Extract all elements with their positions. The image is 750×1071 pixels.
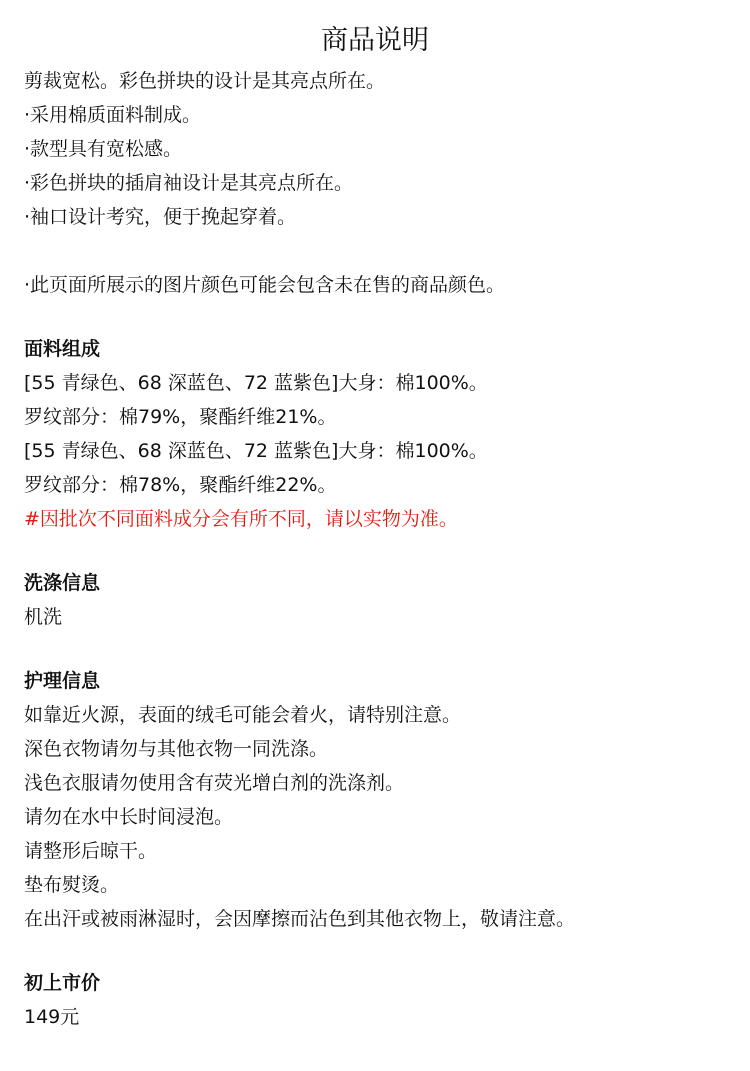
wash-section [24, 566, 726, 634]
intro-line: ·款型具有宽松感。 [24, 138, 183, 160]
spacer [24, 634, 726, 664]
intro-line: ·彩色拼块的插肩袖设计是其亮点所在。 [24, 172, 354, 194]
wash-heading: 洗涤信息 [24, 572, 101, 594]
care-line: 浅色衣服请勿使用含有荧光增白剂的洗涤剂。 [24, 772, 405, 794]
intro-section [24, 64, 726, 302]
care-line: 深色衣物请勿与其他衣物一同洗涤。 [24, 738, 329, 760]
care-line: 垫布熨烫。 [24, 874, 120, 896]
care-heading: 护理信息 [24, 670, 101, 692]
price-section [24, 966, 726, 1034]
care-section [24, 664, 726, 936]
care-line: 请整形后晾干。 [24, 840, 158, 862]
price-value: 149元 [24, 1006, 80, 1028]
care-line: 如靠近火源，表面的绒毛可能会着火，请特别注意。 [24, 704, 462, 726]
color-note: ·此页面所展示的图片颜色可能会包含未在售的商品颜色。 [24, 274, 506, 296]
fabric-line: [55 青绿色、68 深蓝色、72 蓝紫色]大身：棉100%。 [24, 372, 488, 394]
fabric-line: 罗纹部分：棉79%，聚酯纤维21%。 [24, 406, 337, 428]
wash-line: 机洗 [24, 606, 63, 628]
spacer [24, 302, 726, 332]
fabric-warning: #因批次不同面料成分会有所不同，请以实物为准。 [24, 508, 458, 530]
fabric-line: 罗纹部分：棉78%，聚酯纤维22%。 [24, 474, 337, 496]
fabric-heading: 面料组成 [24, 338, 101, 360]
spacer [24, 936, 726, 966]
fabric-line: [55 青绿色、68 深蓝色、72 蓝紫色]大身：棉100%。 [24, 440, 488, 462]
page-title: 商品说明 [321, 25, 429, 56]
price-heading: 初上市价 [24, 972, 101, 994]
spacer [24, 536, 726, 566]
intro-line: 剪裁宽松。彩色拼块的设计是其亮点所在。 [24, 70, 386, 92]
care-line: 在出汗或被雨淋湿时，会因摩擦而沾色到其他衣物上，敬请注意。 [24, 908, 576, 930]
intro-line: ·袖口设计考究，便于挽起穿着。 [24, 206, 297, 228]
spacer [24, 234, 726, 268]
fabric-section [24, 332, 726, 536]
care-line: 请勿在水中长时间浸泡。 [24, 806, 234, 828]
intro-line: ·采用棉质面料制成。 [24, 104, 202, 126]
